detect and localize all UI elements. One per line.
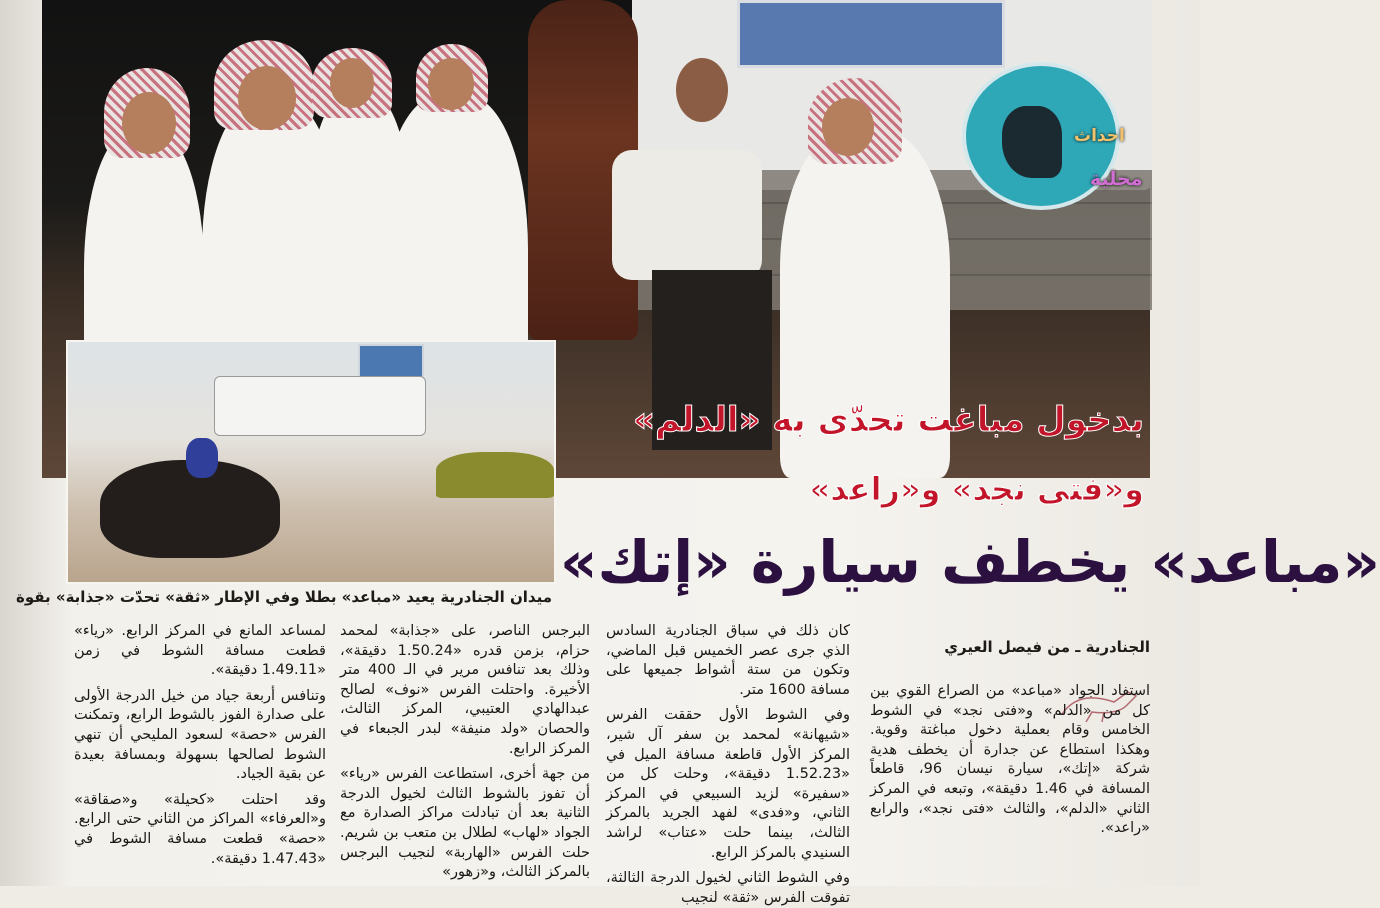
article-column-4: [74, 622, 326, 886]
paragraph: البرجس الناصر، على «جذابة» لمحمد حزام، بزمن قدره «1.50.24 دقيقة»، وذلك بعد تنافس مرير في الـ 400 متر الأخيرة. واحتلت الفرس «نوف» لصالح عبدالهادي العتيبي، المركز الثالث، والحصان «ولد منيفة» لبدر الجبعاء في المركز الرابع.: [340, 623, 590, 757]
headline-line2: و«فتى نجد» و«راعد»: [809, 470, 1144, 508]
paragraph: وقد احتلت «كحيلة» و«صقاقة» و«العرفاء» المراكز من الثاني حتى الرابع. «حصة» قطعت مسافة الشوط في «1.47.43 دقيقة».: [74, 791, 326, 867]
racing-horse: [100, 460, 280, 558]
paragraph: وتنافس أربعة جياد من خيل الدرجة الأولى على صدارة الفوز بالشوط الرابع، وتمكنت الفرس «حصة» لسعود المليحي أن تنهي الشوط لصالحها بسهولة وبمسافة بعيدة عن بقية الجياد.: [74, 687, 326, 783]
headline-line1: بدخول مباغت تحدّى به «الدلم»: [633, 400, 1144, 440]
face: [676, 58, 728, 122]
paragraph: وفي الشوط الثاني لخيول الدرجة الثالثة، تفوقت الفرس «ثقة» لنجيب: [606, 870, 850, 906]
article-column-1: [870, 682, 1150, 886]
headline-main: «مباعد» يخطف سيارة «إتك»: [560, 528, 1380, 596]
person-shirt: [612, 150, 762, 280]
logo-text: احداث: [1074, 126, 1125, 146]
paragraph: كان ذلك في سباق الجنادرية السادس الذي جرى عصر الخميس قبل الماضي، وتكون من ستة أشواط جميعها على مسافة 1600 متر.: [606, 623, 850, 698]
inset-truck: [214, 376, 426, 436]
face: [822, 98, 874, 156]
face: [330, 58, 374, 108]
face: [122, 92, 176, 154]
article-column-2: [606, 622, 850, 906]
truck-sign: [737, 0, 1005, 68]
article-column-3: [340, 622, 590, 886]
photo-caption: ميدان الجنادرية يعيد «مباعد» بطلا وفي الإطار «ثقة» تحدّت «جذابة» بقوة: [15, 588, 552, 606]
logo-text: محلية: [1090, 168, 1143, 190]
face: [428, 58, 474, 110]
byline: الجنادرية ـ من فيصل العيري: [944, 638, 1150, 656]
face: [238, 66, 296, 130]
jockey: [186, 438, 218, 478]
inset-photo: [66, 340, 556, 584]
paragraph: من جهة أخرى، استطاعت الفرس «رياء» أن تفوز بالشوط الثالث لخيول الدرجة الثانية بعد أن تبادلت مراكز الصدارة مع الجواد «لهاب» لطلال بن متعب بن شريم. حلت الفرس «الهاربة» لنجيب البرجس بالمركز الثالث، و«زهور»: [340, 766, 590, 881]
inset-grass: [436, 452, 554, 498]
paragraph: استفاد الجواد «مباعد» من الصراع القوي بين كل من «الدلم» و«فتى نجد» في الشوط الخامس وقام بعملية دخول مباغتة وقوية. وهكذا استطاع عن جدارة أن يخطف هدية شركة «إتك»، سيارة نيسان 96، قاطعاً المسافة في 1.46 دقيقة»، وتبعه في المركز الثاني «الدلم»، والثالث «فتى نجد»، والرابع «راعد».: [870, 683, 1151, 837]
paragraph: وفي الشوط الأول حققت الفرس «شيهانة» لمحمد بن سفر آل شير، المركز الأول قاطعة مسافة الميل في «1.52.23 دقيقة»، وحلت كل من «سفيرة» لزيد السبيعي في المركز الثاني، و«فدى» لفهد الجريد بالمركز الثالث، بينما حلت «عتاب» لراشد السنيدي بالمركز الرابع.: [606, 707, 850, 861]
horse-head-icon: [1002, 106, 1062, 178]
paragraph: لمساعد المانع في المركز الرابع. «رياء» قطعت مسافة الشوط في زمن «1.49.11 دقيقة».: [74, 623, 326, 679]
